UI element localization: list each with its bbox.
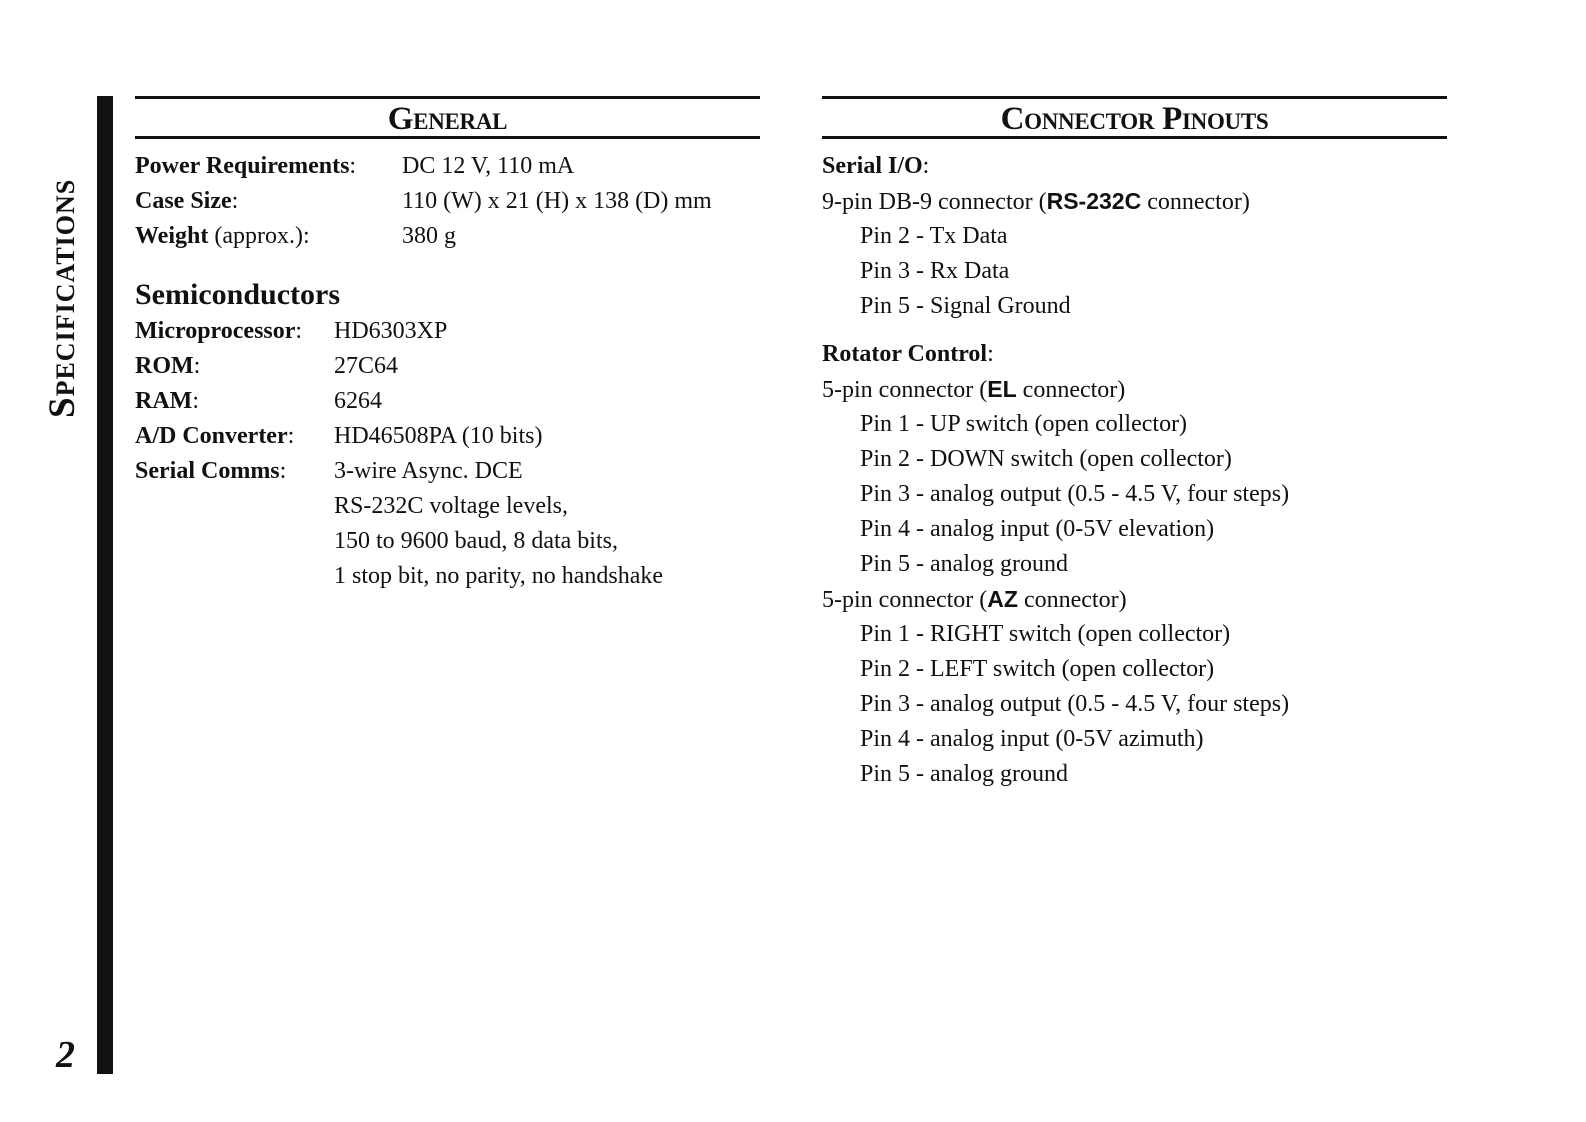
spec-row-serial-comms xyxy=(135,454,760,489)
spec-row-microprocessor xyxy=(135,314,760,349)
connector-desc-end: connector) xyxy=(1141,189,1250,215)
spec-row-case-size xyxy=(135,184,760,219)
pin-item: Pin 3 - analog output (0.5 - 4.5 V, four steps) xyxy=(860,481,1290,507)
spec-label-suffix: : xyxy=(193,353,201,379)
spec-row-rom xyxy=(135,349,760,384)
pinouts-column xyxy=(822,96,1447,792)
semiconductors-heading: Semiconductors xyxy=(135,278,340,311)
pin-item: Pin 5 - Signal Ground xyxy=(860,293,1071,319)
rotator-control-label-line xyxy=(822,337,1447,372)
spec-label-suffix: : xyxy=(231,188,239,214)
pin-item: Pin 2 - Tx Data xyxy=(860,223,1008,249)
spec-label: Power Requirements xyxy=(135,153,350,179)
spec-value: DC 12 V, 110 mA xyxy=(402,153,575,179)
pin-item: Pin 4 - analog input (0-5V elevation) xyxy=(860,516,1215,542)
page-number: 2 xyxy=(56,1034,75,1076)
spec-value: HD46508PA (10 bits) xyxy=(334,423,543,449)
spec-value: HD6303XP xyxy=(334,318,448,344)
spec-label-suffix: : xyxy=(295,318,303,344)
side-title-text: Specifications xyxy=(42,178,83,418)
spec-label: Case Size xyxy=(135,188,232,214)
connector-name: RS-232C xyxy=(1046,188,1142,214)
pinouts-heading: Connector Pinouts xyxy=(822,96,1447,139)
pin-item: Pin 5 - analog ground xyxy=(860,761,1068,787)
label-suffix: : xyxy=(987,341,994,367)
spec-label-suffix: : xyxy=(349,153,357,179)
spec-row-ram xyxy=(135,384,760,419)
spec-label-suffix: (approx.): xyxy=(208,223,310,249)
spec-row-weight xyxy=(135,219,760,254)
connector-desc: 5-pin connector ( xyxy=(822,377,988,403)
spec-value: 1 stop bit, no parity, no handshake xyxy=(334,563,664,589)
connector-desc: 5-pin connector ( xyxy=(822,587,988,613)
spec-label-suffix: : xyxy=(287,423,295,449)
spec-label-suffix: : xyxy=(192,388,199,414)
pin-item: Pin 5 - analog ground xyxy=(860,551,1068,577)
connector-desc: 9-pin DB-9 connector ( xyxy=(822,189,1047,215)
rotator-control-label: Rotator Control xyxy=(822,341,988,367)
spec-row-continued xyxy=(135,524,760,559)
general-heading: General xyxy=(135,96,760,139)
spec-value: 380 g xyxy=(402,223,456,249)
el-connector-line xyxy=(822,372,1447,407)
pin-item: Pin 4 - analog input (0-5V azimuth) xyxy=(860,726,1204,752)
pin-item: Pin 1 - RIGHT switch (open collector) xyxy=(860,621,1231,647)
serial-io-label-line xyxy=(822,149,1447,184)
spec-row-ad-converter xyxy=(135,419,760,454)
spec-row-continued xyxy=(135,489,760,524)
serial-connector-line xyxy=(822,184,1447,219)
connector-desc-end: connector) xyxy=(1017,587,1127,613)
spec-value: 3-wire Async. DCE xyxy=(334,458,523,484)
spec-value: 110 (W) x 21 (H) x 138 (D) mm xyxy=(402,188,712,214)
side-divider-bar xyxy=(97,96,113,1074)
pin-item: Pin 3 - analog output (0.5 - 4.5 V, four steps) xyxy=(860,691,1290,717)
spec-label: Serial Comms xyxy=(135,458,280,484)
serial-io-label: Serial I/O xyxy=(822,153,923,179)
spec-label-suffix: : xyxy=(279,458,287,484)
pin-item: Pin 2 - LEFT switch (open collector) xyxy=(860,656,1215,682)
pin-item: Pin 3 - Rx Data xyxy=(860,258,1010,284)
spec-label: Weight xyxy=(135,223,209,249)
az-connector-line xyxy=(822,582,1447,617)
spec-row-continued xyxy=(135,559,760,594)
spec-label: RAM xyxy=(135,388,193,414)
spec-value: 6264 xyxy=(334,388,382,414)
spec-label: A/D Converter xyxy=(135,423,288,449)
side-section-title xyxy=(42,96,84,416)
spec-label: Microprocessor xyxy=(135,318,296,344)
spec-value: RS-232C voltage levels, xyxy=(334,493,568,519)
connector-name: AZ xyxy=(987,586,1018,612)
pin-item: Pin 2 - DOWN switch (open collector) xyxy=(860,446,1232,472)
spec-label: ROM xyxy=(135,353,194,379)
connector-name: EL xyxy=(987,376,1017,402)
spec-value: 27C64 xyxy=(334,353,399,379)
label-suffix: : xyxy=(922,153,930,179)
connector-desc-end: connector) xyxy=(1016,377,1126,403)
spec-value: 150 to 9600 baud, 8 data bits, xyxy=(334,528,618,554)
general-column xyxy=(135,96,760,594)
pin-item: Pin 1 - UP switch (open collector) xyxy=(860,411,1188,437)
spec-row-power xyxy=(135,149,760,184)
